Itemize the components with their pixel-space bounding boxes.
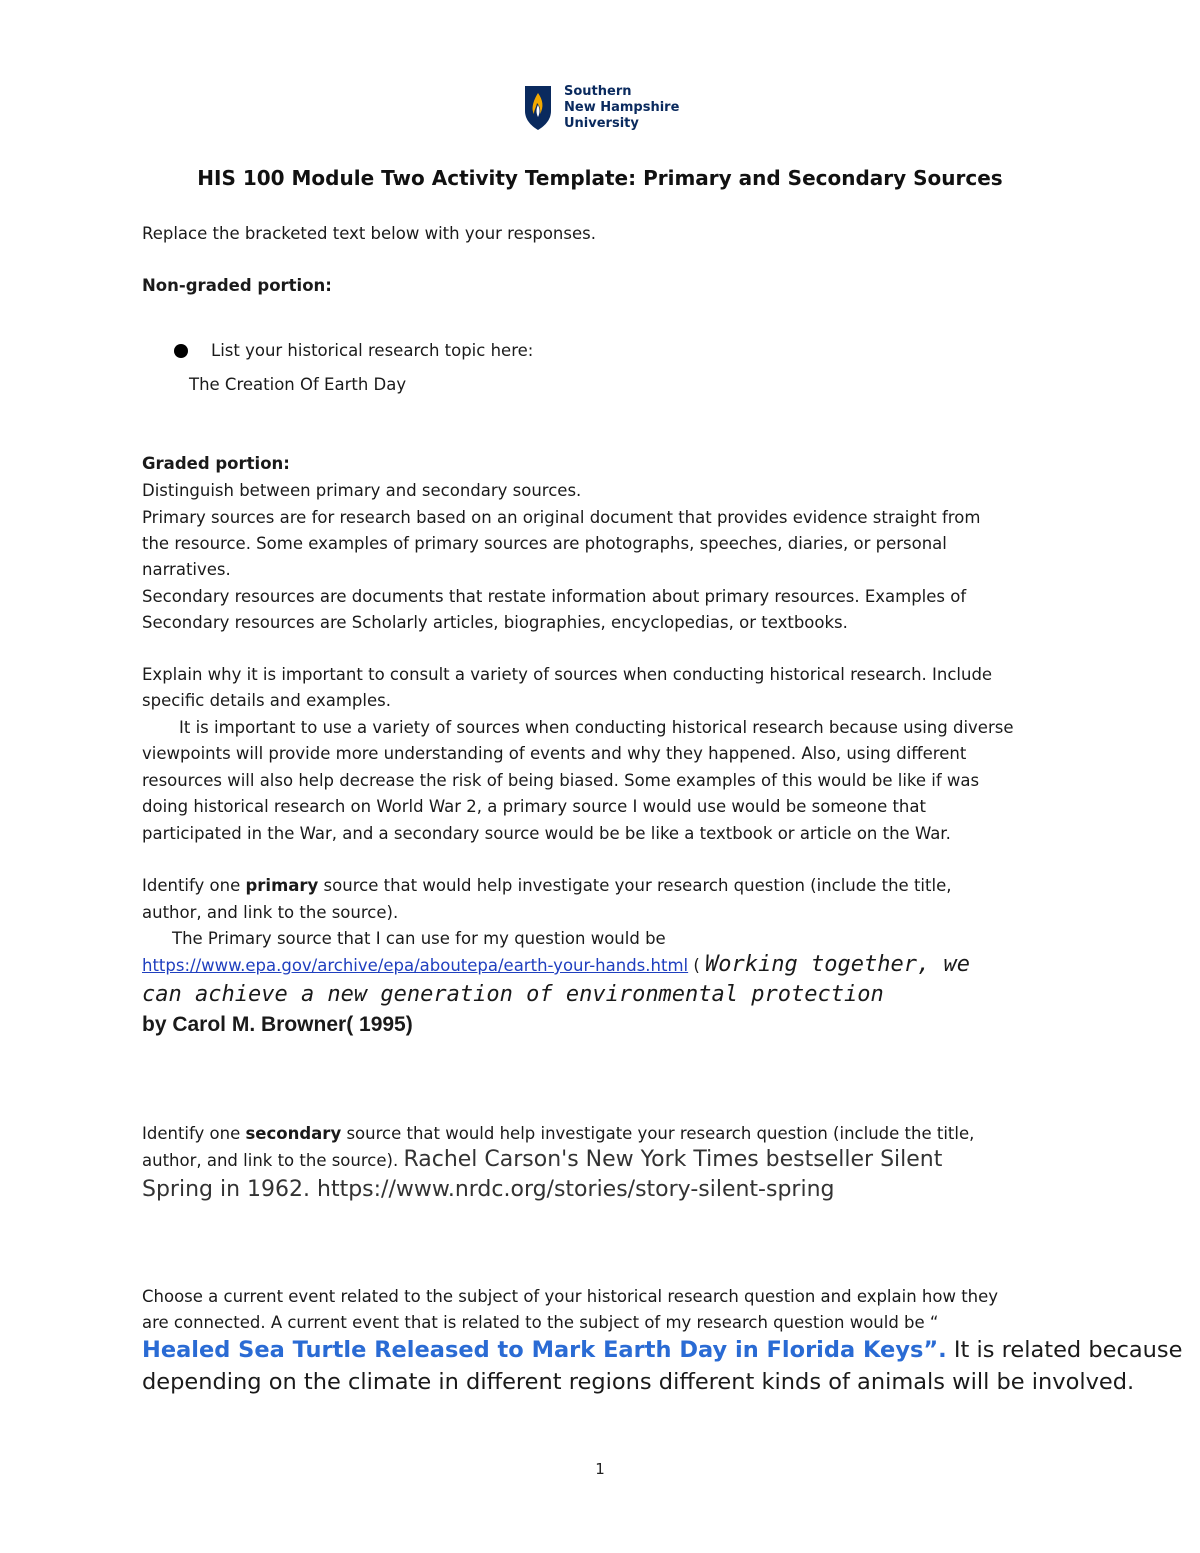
current-event-explanation: depending on the climate in different regions different kinds of animals will be involved. [142, 1369, 1135, 1395]
logo-line-3: University [564, 116, 639, 131]
current-event-prompt-line: are connected. A current event that is related to the subject of my research question would be “ [142, 1313, 939, 1332]
variety-prompt-line: specific details and examples. [142, 691, 391, 710]
primary-source-author: by Carol M. Browner( 1995) [142, 1013, 413, 1036]
variety-prompt-line: Explain why it is important to consult a variety of sources when conducting historical research. Include [142, 665, 993, 684]
graded-heading: Graded portion: [142, 454, 290, 473]
logo-line-2: New Hampshire [564, 100, 680, 115]
primary-source-title-part-1: Working together, we [705, 952, 970, 977]
current-event-explanation-start: It is related because [946, 1337, 1183, 1363]
current-event-headline-line [142, 1337, 1182, 1365]
secondary-answer-part-1: Rachel Carson's New York Times bestseller Silent [403, 1147, 943, 1172]
document-title: HIS 100 Module Two Activity Template: Primary and Secondary Sources [197, 166, 1003, 190]
current-event-headline: Healed Sea Turtle Released to Mark Earth Day in Florida Keys”. [142, 1337, 947, 1363]
variety-answer-line: doing historical research on World War 2, a primary source I would use would be someone that [142, 797, 926, 816]
primary-prompt-emphasis: primary [245, 876, 319, 895]
primary-prompt-after: source that would help investigate your research question (include the title, [318, 876, 952, 895]
snhu-shield-flame-icon [524, 85, 552, 131]
secondary-answer-part-2: Spring in 1962. https://www.nrdc.org/stories/story-silent-spring [142, 1177, 835, 1202]
logo-line-1: Southern [564, 84, 632, 99]
secondary-prompt [142, 1121, 974, 1147]
bullet-icon [174, 344, 188, 358]
variety-answer-line: participated in the War, and a secondary source would be be like a textbook or article on the War. [142, 824, 951, 843]
primary-definition-line: narratives. [142, 560, 231, 579]
research-topic: The Creation Of Earth Day [189, 375, 407, 394]
distinguish-prompt: Distinguish between primary and secondary sources. [142, 481, 582, 500]
primary-definition-line: the resource. Some examples of primary sources are photographs, speeches, diaries, or personal [142, 534, 947, 553]
instructions: Replace the bracketed text below with your responses. [142, 224, 596, 243]
primary-answer-link-line [142, 952, 970, 979]
primary-prompt-before: Identify one [142, 876, 246, 895]
secondary-prompt-emphasis: secondary [245, 1124, 342, 1143]
secondary-prompt-before: Identify one [142, 1124, 246, 1143]
primary-answer-paren: ( [688, 956, 706, 975]
non-graded-heading: Non-graded portion: [142, 276, 332, 295]
primary-definition-line: Primary sources are for research based on an original document that provides evidence straight from [142, 508, 981, 527]
variety-answer-line: viewpoints will provide more understanding of events and why they happened. Also, using different [142, 744, 967, 763]
secondary-prompt-line-2-text: author, and link to the source). [142, 1151, 404, 1170]
primary-answer-intro: The Primary source that I can use for my question would be [172, 929, 666, 948]
secondary-prompt-after: source that would help investigate your research question (include the title, [341, 1124, 975, 1143]
snhu-logo [524, 84, 679, 132]
primary-source-link[interactable]: https://www.epa.gov/archive/epa/aboutepa/earth-your-hands.html [142, 956, 689, 975]
variety-answer-line: It is important to use a variety of sources when conducting historical research because using diverse [179, 718, 1014, 737]
secondary-prompt-line-2 [142, 1147, 942, 1174]
primary-prompt-line-2: author, and link to the source). [142, 903, 399, 922]
primary-prompt [142, 873, 951, 899]
variety-answer-line: resources will also help decrease the risk of being biased. Some examples of this would be like if was [142, 771, 980, 790]
bullet-topic-label: List your historical research topic here: [211, 341, 534, 360]
primary-source-title-part-2: can achieve a new generation of environmental protection [142, 982, 884, 1007]
secondary-definition-line: Secondary resources are Scholarly articles, biographies, encyclopedias, or textbooks. [142, 613, 848, 632]
page-number: 1 [595, 1460, 605, 1478]
current-event-prompt-line: Choose a current event related to the subject of your historical research question and explain how they [142, 1287, 999, 1306]
secondary-definition-line: Secondary resources are documents that restate information about primary resources. Examples of [142, 587, 967, 606]
